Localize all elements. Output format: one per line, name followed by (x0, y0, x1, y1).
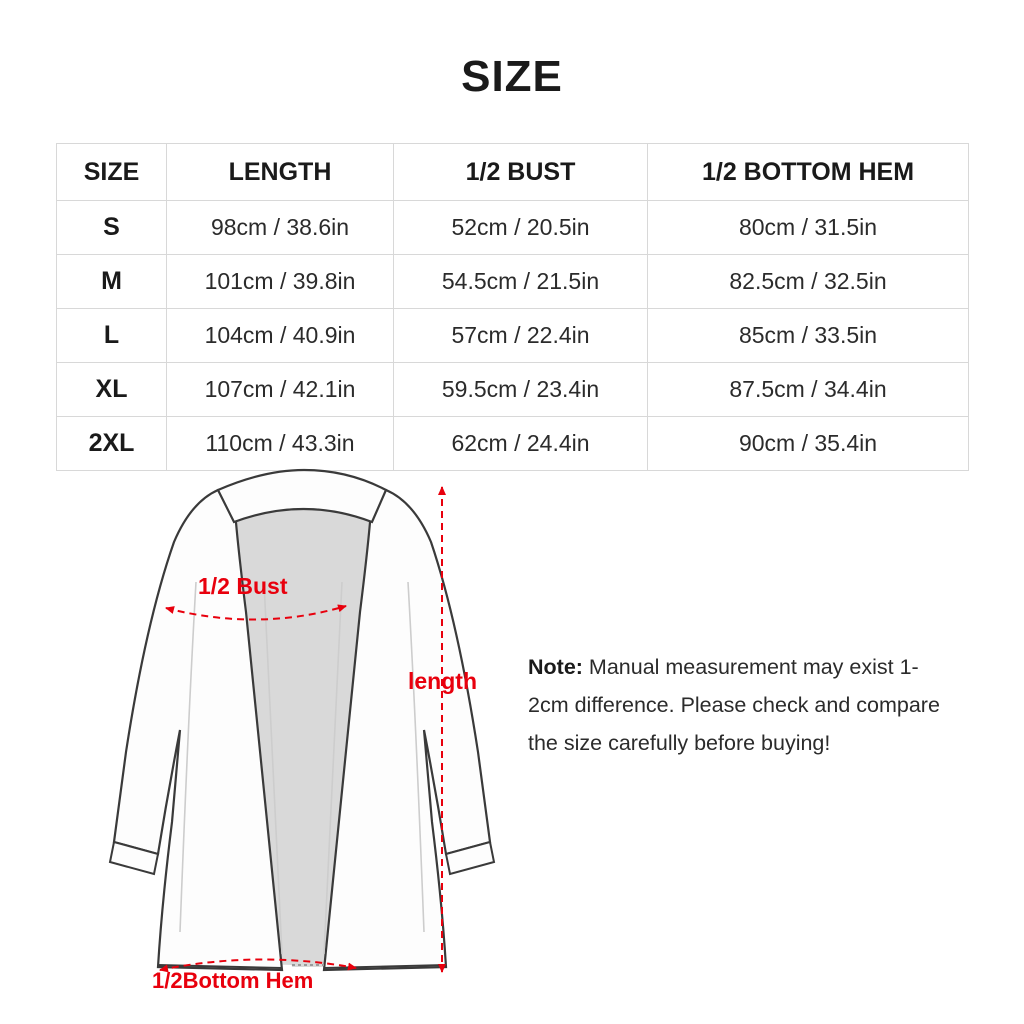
column-header-size: SIZE (57, 144, 167, 201)
cell-length: 107cm / 42.1in (167, 363, 394, 417)
cell-length: 98cm / 38.6in (167, 201, 394, 255)
cell-bust: 62cm / 24.4in (394, 417, 648, 471)
note-label: Note: (528, 655, 583, 679)
cell-hem: 87.5cm / 34.4in (648, 363, 969, 417)
cell-hem: 80cm / 31.5in (648, 201, 969, 255)
cell-size: L (57, 309, 167, 363)
column-header-hem: 1/2 BOTTOM HEM (648, 144, 969, 201)
cell-hem: 85cm / 33.5in (648, 309, 969, 363)
cell-hem: 82.5cm / 32.5in (648, 255, 969, 309)
annotation-half-bust: 1/2 Bust (198, 573, 288, 599)
note-text: Manual measurement may exist 1-2cm difference. Please check and compare the size carefully before buying! (528, 655, 940, 755)
cell-size: 2XL (57, 417, 167, 471)
cell-length: 104cm / 40.9in (167, 309, 394, 363)
cell-size: M (57, 255, 167, 309)
bust-measure-arrow (166, 606, 346, 620)
page-title: SIZE (461, 52, 563, 101)
cell-size: S (57, 201, 167, 255)
cell-size: XL (57, 363, 167, 417)
column-header-length: LENGTH (167, 144, 394, 201)
cell-bust: 52cm / 20.5in (394, 201, 648, 255)
cell-bust: 57cm / 22.4in (394, 309, 648, 363)
cell-bust: 59.5cm / 23.4in (394, 363, 648, 417)
note-block (528, 648, 948, 762)
annotation-length: length (408, 668, 477, 694)
column-header-bust: 1/2 BUST (394, 144, 648, 201)
cell-bust: 54.5cm / 21.5in (394, 255, 648, 309)
annotation-half-bottom-hem: 1/2Bottom Hem (152, 968, 314, 993)
cell-length: 101cm / 39.8in (167, 255, 394, 309)
cell-hem: 90cm / 35.4in (648, 417, 969, 471)
cell-length: 110cm / 43.3in (167, 417, 394, 471)
